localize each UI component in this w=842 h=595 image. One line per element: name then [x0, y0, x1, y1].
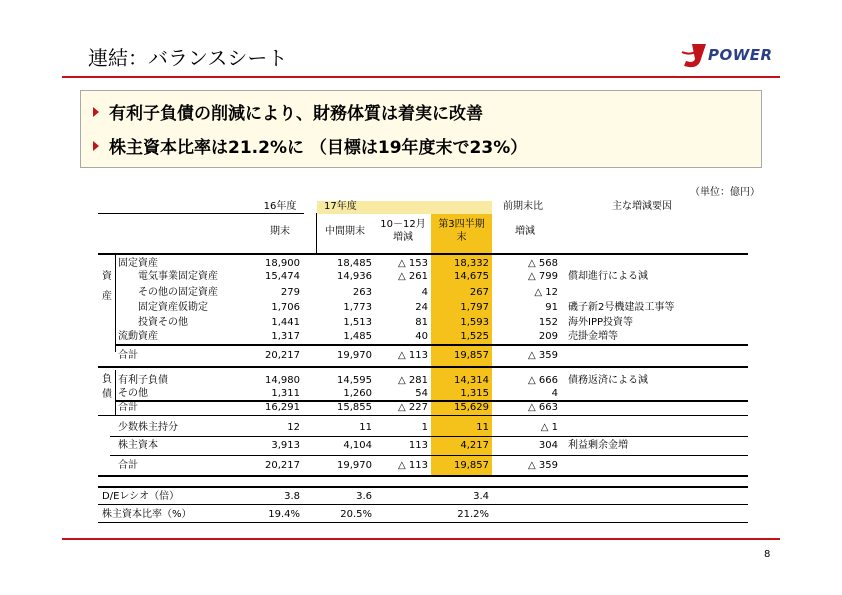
header-interim-end: 中間期末	[325, 226, 365, 237]
cell-fy16: 1,311	[271, 388, 300, 399]
cell-interim: 4,104	[343, 440, 372, 451]
cell-q3: 18,332	[454, 258, 489, 269]
row-label: 株主資本	[118, 440, 158, 451]
cell-interim: 263	[352, 287, 372, 298]
cell-octdec: 4	[421, 287, 428, 298]
row-label: 固定資産仮勘定	[138, 302, 208, 313]
cell-octdec: 1	[421, 422, 428, 433]
cell-fy16: 18,900	[265, 258, 300, 269]
fy17-header-highlight-2	[431, 201, 492, 214]
cell-octdec: 54	[415, 388, 428, 399]
section-rule	[98, 415, 748, 416]
cell-change: 304	[538, 440, 558, 451]
cell-q3: 1,593	[460, 317, 489, 328]
header-bottom-rule	[98, 253, 748, 255]
row-label: 少数株主持分	[118, 422, 178, 433]
cell-reason: 売掛金増等	[568, 331, 618, 342]
cell-fy16: 15,474	[265, 271, 300, 282]
cell-interim: 1,260	[343, 388, 372, 399]
cell-interim: 20.5%	[340, 509, 372, 520]
cell-interim: 1,513	[343, 317, 372, 328]
header-fy16: 16年度	[263, 201, 297, 212]
row-label: その他	[118, 388, 148, 399]
header-period-end: 期末	[270, 226, 290, 237]
cell-q3: 21.2%	[457, 509, 489, 520]
row-label: 流動資産	[118, 331, 158, 342]
cell-interim: 19,970	[337, 350, 372, 361]
cell-interim: 14,936	[337, 271, 372, 282]
cell-reason: 磯子新2号機建設工事等	[568, 302, 675, 313]
header-octdec-1: 10－12月	[380, 219, 426, 230]
row-label: 投資その他	[138, 317, 188, 328]
cell-reason: 利益剰余金増	[568, 440, 628, 451]
cell-change: △ 568	[528, 258, 558, 269]
header-fy17: 17年度	[324, 201, 357, 212]
cell-change: 91	[545, 302, 558, 313]
header-prev-compare: 前期末比	[503, 201, 543, 212]
row-rule	[110, 455, 748, 456]
cell-q3: 1,797	[460, 302, 489, 313]
group-assets-1: 資	[102, 271, 112, 282]
cell-reason: 海外IPP投資等	[568, 317, 634, 328]
assets-group-line	[115, 255, 116, 352]
cell-fy16: 3.8	[284, 491, 300, 502]
liab-group-line	[115, 370, 116, 415]
cell-octdec: △ 227	[398, 402, 428, 413]
cell-fy16: 20,217	[265, 350, 300, 361]
cell-interim: 11	[359, 422, 372, 433]
header-vline	[316, 213, 317, 253]
row-rule	[110, 436, 748, 437]
cell-fy16: 16,291	[265, 402, 300, 413]
cell-fy16: 279	[280, 287, 300, 298]
cell-change: 152	[538, 317, 558, 328]
row-label: 株主資本比率（%）	[102, 509, 192, 520]
cell-change: 209	[538, 331, 558, 342]
summary-item-1: 有利子負債の削減により、財務体質は着実に改善	[93, 99, 483, 124]
cell-interim: 14,595	[337, 375, 372, 386]
cell-octdec: △ 113	[398, 460, 428, 471]
cell-q3: 1,315	[460, 388, 489, 399]
page-title: 連結：バランスシート	[88, 46, 288, 70]
row-label: 合計	[118, 350, 138, 361]
header-q3-1: 第3四半期	[438, 219, 485, 230]
cell-fy16: 19.4%	[268, 509, 300, 520]
section-rule	[98, 366, 748, 368]
cell-octdec: 24	[415, 302, 428, 313]
cell-interim: 18,485	[337, 258, 372, 269]
row-label: 合計	[118, 460, 138, 471]
cell-change: △ 12	[534, 287, 558, 298]
row-rule	[115, 344, 748, 346]
row-label: D/Eレシオ（倍）	[102, 491, 180, 502]
cell-reason: 償却進行による減	[568, 271, 648, 282]
cell-octdec: △ 261	[398, 271, 428, 282]
row-label: その他の固定資産	[138, 287, 218, 298]
cell-fy16: 1,441	[271, 317, 300, 328]
cell-q3: 15,629	[454, 402, 489, 413]
row-label: 電気事業固定資産	[138, 271, 218, 282]
row-label: 合計	[118, 402, 138, 413]
page-number: 8	[764, 549, 771, 560]
cell-change: △ 666	[528, 375, 558, 386]
cell-octdec: 81	[415, 317, 428, 328]
cell-change: △ 799	[528, 271, 558, 282]
row-label: 有利子負債	[118, 375, 168, 386]
header-main-reasons: 主な増減要因	[612, 201, 672, 212]
cell-change: △ 359	[528, 460, 558, 471]
cell-octdec: △ 153	[398, 258, 428, 269]
cell-octdec: △ 113	[398, 350, 428, 361]
cell-q3: 3.4	[473, 491, 489, 502]
ratio-top-rule	[98, 486, 748, 488]
footer-divider	[62, 538, 780, 540]
header-octdec-2: 増減	[393, 232, 413, 243]
header-q3-2: 末	[456, 232, 467, 243]
cell-interim: 1,773	[343, 302, 372, 313]
cell-interim: 1,485	[343, 331, 372, 342]
ratio-bottom-rule	[98, 522, 748, 523]
cell-interim: 15,855	[337, 402, 372, 413]
cell-fy16: 3,913	[271, 440, 300, 451]
cell-reason: 債務返済による減	[568, 375, 648, 386]
group-assets-2: 産	[102, 291, 112, 302]
section-rule	[98, 475, 748, 477]
cell-octdec: 113	[408, 440, 428, 451]
cell-q3: 267	[469, 287, 489, 298]
cell-interim: 19,970	[337, 460, 372, 471]
row-rule	[98, 504, 748, 505]
logo-text: POWER	[708, 46, 773, 64]
header-change: 増減	[515, 226, 535, 237]
cell-octdec: △ 281	[398, 375, 428, 386]
cell-change: △ 663	[528, 402, 558, 413]
cell-q3: 14,675	[454, 271, 489, 282]
header-rule-left	[98, 213, 304, 214]
group-liab-1: 負	[102, 374, 112, 385]
cell-q3: 19,857	[454, 460, 489, 471]
cell-fy16: 14,980	[265, 375, 300, 386]
summary-item-2: 株主資本比率は21.2%に （目標は19年度末で23%）	[93, 133, 527, 158]
cell-q3: 14,314	[454, 375, 489, 386]
cell-change: 4	[551, 388, 558, 399]
cell-q3: 4,217	[460, 440, 489, 451]
cell-change: △ 1	[540, 422, 558, 433]
cell-interim: 3.6	[356, 491, 372, 502]
unit-label: （単位：億円）	[690, 187, 760, 198]
cell-q3: 11	[476, 422, 489, 433]
cell-q3: 1,525	[460, 331, 489, 342]
cell-q3: 19,857	[454, 350, 489, 361]
cell-fy16: 20,217	[265, 460, 300, 471]
row-label: 固定資産	[118, 258, 158, 269]
cell-change: △ 359	[528, 350, 558, 361]
cell-fy16: 12	[287, 422, 300, 433]
cell-fy16: 1,706	[271, 302, 300, 313]
cell-fy16: 1,317	[271, 331, 300, 342]
cell-octdec: 40	[415, 331, 428, 342]
group-liab-2: 債	[102, 389, 112, 400]
